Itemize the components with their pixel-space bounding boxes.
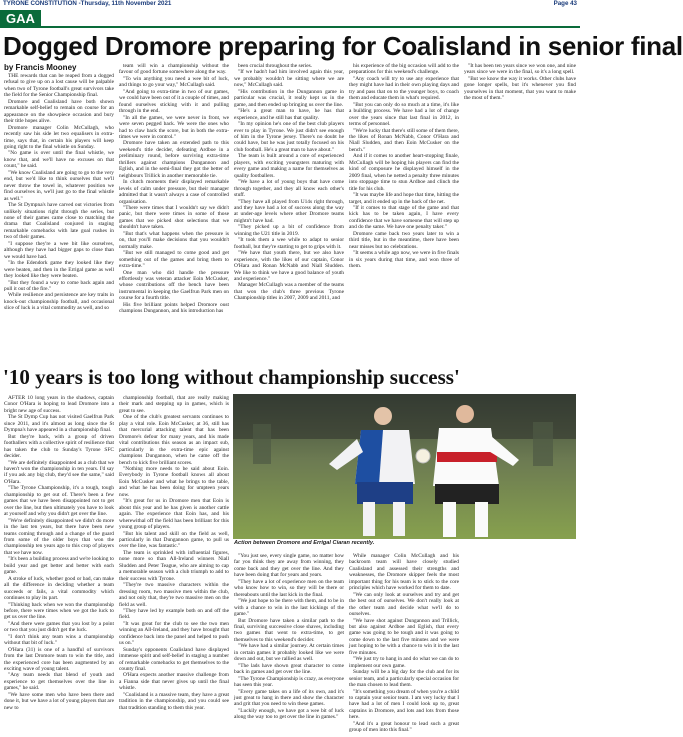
paragraph: "But we still managed to come good and get something out of the games and bring them to extra-time." — [119, 250, 229, 270]
paragraph: "And going to extra-time in two of our games, we could have been out of it a couple of times, and found ourselves sticking with it and pulling through in the end. — [119, 88, 229, 115]
paragraph: "They picked up a bit of confidence from winning the U21 title in 2019. — [234, 224, 344, 237]
paragraph: Dromore came back two years later to win a third title, but in the meantime, there have been near misses but no celebrations. — [349, 230, 459, 250]
article1-column-1 — [4, 73, 114, 363]
paragraph: Dromore manager Colin McCullagh, who recently saw his side let two equalisers in extra-time, says that, in certain his players will keep going right to the final whistle on Sunday. — [4, 124, 114, 150]
article2-column-3 — [234, 553, 344, 735]
paragraph: "There were times that I wouldn't say we didn't panic, but there were times in some of those games that we picked shot selections that we shouldn't have taken. — [119, 204, 229, 231]
paragraph: been crucial throughout the series. — [238, 63, 313, 69]
paragraph: His five brilliant points helped Dromore oust champions Dungannon, and his introduction has — [119, 301, 229, 315]
paragraph: "He's a great man to have, he has that experience, and he still has that quality. — [234, 108, 344, 121]
byline: by Francis Mooney — [4, 63, 77, 72]
paragraph: "Thinking back when we won the championship before, there were times when we got the luck to get us over the line. — [4, 601, 114, 621]
paragraph: "We can only look at ourselves and try and get the best out of ourselves. We don't really look at the other team and decide what we'll do to ourselves. — [349, 591, 459, 618]
paragraph: Dromore and Coalisland have both shown remarkable self-belief to remain on course for an appearance on the showpiece occasion and bury their title hopes alive. — [4, 98, 114, 125]
paragraph: "We're definitely disappointed we didn't do more in the last ten years, but there have been new teams coming through and a change of the guard from some of the older boys that won the championship ten years ago to this crop of players that we have now. — [4, 517, 114, 556]
paragraph: "We are definitely disappointed as a club that we haven't won the championship in ten years. I'd say if you ask any big club, they'd see the same," said O'Hara. — [4, 459, 114, 485]
article1-column-5 — [464, 63, 576, 363]
paragraph: "They have a lot of experience men on the team who know how to win, so they will be there or thereabouts until the last kick in the final. — [234, 578, 344, 598]
paragraph: "And it's a great honour to lead such a great group of men into this final." — [349, 720, 459, 734]
article1-column-2 — [119, 63, 229, 363]
paragraph: "Nothing more needs to be said about Eoin. Everybody in Tyrone football knows all about Eoin McCusker and what he brings to the table, and what he has been doing for umpteen years now. — [119, 465, 229, 498]
paragraph: "Every game takes on a life of its own, and it's just great to hang in there and show the character and grit that you need to win these games. — [234, 688, 344, 708]
paragraph: "We have had a similar journey. At certain times in certain games it probably looked like we were down and out, but we rallied as well. — [234, 643, 344, 663]
article-headline: Dogged Dromore preparing for Coalisland in senior final — [3, 31, 683, 61]
paragraph: "We're lucky that there's still some of them there, the likes of Ronan McNabb, Conor O'Hara and Niall Sludden, and then Eoin McCusker on the bench." — [349, 127, 459, 153]
paragraph: "We have a lot of young boys that have come through together, and they all know each other's stuff. — [234, 179, 344, 199]
paragraph: O'Hara expects another massive challenge from a Fianna side that never gives up until the final whistle. — [119, 672, 229, 692]
paragraph: "We have shot against Dungannon and Trillick, but also against Ardboe and Eglish, that every game was going to be tough and it was going to come down to the last five minutes and we were just hoping to be with a chance to win it in the last five minutes. — [349, 617, 459, 656]
paragraph: "Coalisland is a massive team, they have a great tradition in the championship, and you could see that tradition standing to them this year. — [119, 691, 229, 711]
paragraph: One of the club's greatest servants continues to play a vital role. Eoin McCusker, at 36, still has that mercurial attacking talent that has been Dromore's defour for many years, and his made vital contributions this season as an impact sub, particularly in the extra-time epic against champions Dungannon, when he came off the bench to kick five brilliant scores. — [119, 414, 229, 466]
paragraph: "We know Coalisland are going to go to the very end, but we'd like to think ourselves that we'll never throw the towel in, whatever position we find ourselves in, we'll just go to the final whistle as well." — [4, 169, 114, 202]
paragraph: "It was maybe life and hope that time, hitting the target, and it ended up in the back of the net. — [349, 192, 459, 205]
paragraph: While manager Colin McCullagh and his backroom team will have closely studied Coalisland and assessed their strengths and weaknesses, the Dromore skipper feels the most important thing for his team is to stick to the core principles which have worked for them to date. — [349, 553, 459, 592]
paragraph: "If it comes to that stage of the game and that kick has to be taken again, I have every confidence that we have someone that will step up and do the same. We have one penalty taker." — [349, 204, 459, 231]
paragraph: "No game is over until the final whistle, we know that, and we'll have no excuses on that count," he said. — [4, 150, 114, 170]
paragraph: But they're back, with a group of driven footballers with a collective spirit of resilience that has taken the club to Sunday's Tyrone SFC decider. — [4, 433, 114, 460]
paragraph: Dromore have taken an extended path to this weekend's title decider, defeating Ardboe in a preliminary round, before surviving extra-time thrillers against champions Dungannon and Eglish, and in the semi-final they got the better of neighbours Trillick in another memorable tie. — [119, 140, 229, 179]
paragraph: Sunday's opponents Coalisland have displayed immense spirit and self-belief in staging a number of remarkable comebacks to get themselves to the county final. — [119, 646, 229, 673]
paragraph: Sunday will be a big day for the club and for its senior team, and a particularly special occasion for the man chosen to lead them. — [349, 669, 459, 689]
paragraph: "His contribution in the Dungannon game in particular was crucial, it really kept us in the game, and then ended up bringing us over the line. — [234, 88, 344, 108]
paragraph: "The Tyrone Championship, it's a tough, tough championship to get out of. There's been a few games that we have been disappointed not to get over the line, but then ultimately you have to look at yourself and why you didn't get over the line. — [4, 485, 114, 518]
paragraph: "But that's what happens when the pressure is on, that you'll make decisions that you wouldn't normally make. — [119, 230, 229, 250]
article2-column-1 — [4, 395, 114, 735]
paragraph: And if it comes to another heart-stopping finale, McCullagh will be hoping his players can find the kind of composure he displayed himself in the 2009 final, when he netted a penalty three minutes into stoppage time to stun Ardboe and clinch the title for his club. — [349, 153, 459, 192]
paragraph: "In my opinion he's one of the best club players ever to play in Tyrone. We just didn't see enough of him in the Tyrone jersey. There's no doubt he could have, but he was just totally focused on his club football. He's a great man to have about." — [234, 121, 344, 153]
paragraph: "But they found a way to come back again and pull it out of the fire." — [4, 279, 114, 292]
paragraph: "We have some men who have been there and done it, but we have a lot of young players that are new to — [4, 691, 114, 711]
paragraph: "I suppose they're a wee bit like ourselves, although they have had bigger gaps to close than we would have had. — [4, 240, 114, 260]
paragraph: "The Tyrone Championship is crazy, as everyone has seen this year. — [234, 675, 344, 689]
paragraph: "It was great for the club to see the two men winning an All-Ireland, and they have brought that confidence back into the panel and helped to push us on." — [119, 620, 229, 647]
paragraph: "But we know the way it works. Other clubs have gone longer spells, but it's whenever you find yourselves in that moment, that you want to make the most of them." — [464, 75, 576, 102]
paragraph: One man who did handle the pressure effortlessly was veteran attacker Eoin McCusker, whose contributions off the bench have been instrumental in keeping the Gaelfrun Park men on course for a fourth title. — [119, 269, 229, 302]
paragraph: A stroke of luck, whether good or bad, can make all the difference in deciding whether a team succeeds or fails, a vital commodity which continues to play its part. — [4, 575, 114, 602]
paragraph: "But you can only do so much at a time, it's like a building process. We have had a lot of change over the years since that last final in 2012, in terms of personnel. — [349, 101, 459, 128]
page-number: Page 43 — [553, 0, 577, 7]
page-header — [0, 0, 580, 9]
paragraph: "It's been a building process and we're looking to build year and get better and better with each game. — [4, 556, 114, 576]
paragraph: "Any coach will try to use any experience that they might have had in their own playing days and try and pass that on to the younger boys, to coach them and educate them in what's required. — [349, 75, 459, 102]
paragraph: "In all the games, we were never in front, we were seven pegged back. We were the ones who had to claw back the score, but in both the extra-times we were in control." — [119, 114, 229, 140]
paragraph: "It seems a while ago now, we were in five finals in six years during that time, and won three of them. — [349, 250, 459, 270]
paragraph: championship football, that are really making their mark and stepping up in games, which is great to see. — [119, 395, 229, 414]
section-tag: GAA — [0, 10, 41, 28]
paragraph: "Luckily enough, we have got a wee bit of luck along the way too to get over the line in games." — [234, 707, 344, 721]
paragraph: "You just see, every single game, no matter how far you think they are away from winning, they come back and they get over the line. And they have been doing that for years and years. — [234, 553, 344, 579]
paragraph: "To win anything you need a wee bit of luck, and things to go your way," McCullagh said. — [119, 75, 229, 89]
paragraph: Manager McCullagh was a member of the teams that won the club's three previous Tyrone Championship titles in 2007, 2009 and 2011, and — [234, 282, 344, 302]
paragraph: "It took them a wee while to adapt to senior football, but they're starting to get to grips with it. — [234, 237, 344, 250]
paragraph: THE rewards that can be reaped from a dogged refusal to give up on a lost cause will be palpable when two of Tyrone football's great survivors take the field for the Senior Championship final. — [4, 73, 114, 99]
paragraph: O'Hara (31) is one of a handful of survivors from the last Dromore team to win the title, and the experienced core has been augmented by an exciting wave of young talent. — [4, 646, 114, 673]
article2-column-2 — [119, 395, 229, 735]
paragraph: The St Dymp Cup has not visited Gaelfrun Park since 2011, and it's almost as long since the St Dympna's have appeared in a championship final. — [4, 414, 114, 434]
article1-column-3 — [234, 63, 344, 363]
paragraph: "They have all played from U14s right through, and they have had a lot of success along the way at under-age levels where other Dromore teams mightn't have had. — [234, 198, 344, 224]
paragraph: "They have led by example both on and off the field. — [119, 607, 229, 621]
paragraph: "They're two massive characters within the dressing room, two massive men within the club, and not only that, they're two massive men on the field as well. — [119, 582, 229, 608]
article1-column-4 — [349, 63, 459, 363]
paragraph: "If we hadn't had him involved again this year, we probably wouldn't be sitting where we are now," McCullagh said. — [234, 69, 344, 89]
paragraph: "The lads have shown great character to come back in games and get over the line. — [234, 662, 344, 676]
paragraph: "We have that youth there, but we also have experience, with the likes of our captain, Conor O'Hara and Ronan McNabb and Niall Sludden. We like to think we have a good balance of youth and experience." — [234, 250, 344, 282]
paragraph: While resilience and persistence are key traits in knock-out championship football, and occasional slice of luck is a vital commodity as well, and so — [4, 292, 114, 312]
match-photo — [233, 394, 576, 539]
section-bar — [0, 10, 580, 28]
paragraph: AFTER 10 long years in the shadows, captain Conor O'Hara is hoping to lead Dromore into a bright new age of success. — [4, 395, 114, 414]
paragraph: his experience of the big occasion will add to the preparations for this weekend's challenge. — [349, 63, 459, 76]
publication-line: TYRONE CONSTITUTION -Thursday, 11th November 2021 — [3, 0, 172, 7]
paragraph: "Any team needs that blend of youth and experience to get themselves over the line in games," he said. — [4, 672, 114, 692]
match-photo-image — [233, 394, 576, 539]
paragraph: "It's something you dream of when you're a child to captain your senior team. I am very lucky that I have had a lot of men I could look up to, great captains in Dromore, and lots and lots from those here. — [349, 688, 459, 721]
paragraph: "I don't think any team wins a championship without that bit of luck." — [4, 633, 114, 647]
paragraph: The St Dympna's have carved out victories from unlikely situations right through the series, but none of their games came close to matching the drama that Coalisland conjured in staging remarkable comebacks with late goal rushes in two of their games. — [4, 202, 114, 241]
paragraph: "It has been ten years since we won one, and nine years since we were in the final, so it's a long spell. — [464, 63, 576, 76]
paragraph: The team is sprinkled with influential figures, none more so than All-Ireland winners Niall Sludden and Peter Teague, who are aiming to cap a memorable season with a club triumph to add to their success with Tyrone. — [119, 549, 229, 582]
paragraph: "It's great for us in Dromore men that Eoin is about this year and he has given is another cattle again. The experience that Eoin has, and his wherewithal off the field has been brilliant for this young group of players. — [119, 498, 229, 531]
paragraph: "We just hope to be there with them, and to be in with a chance to win in the last kickings of the game." — [234, 598, 344, 618]
article2-column-4 — [349, 553, 459, 735]
paragraph: "And there were games that you lost by a point or two that you just didn't get the luck. — [4, 620, 114, 634]
second-headline: '10 years is too long without championship success' — [3, 365, 460, 389]
paragraph: "But his talent and skill on the field as well, particularly in that Dungannon game, to pull us over the line, was fantastic." — [119, 530, 229, 550]
paragraph: In clutch moments their displayed remarkable levels of calm under pressure, but their manager admitted that it wasn't always a case of controlled organisation. — [119, 179, 229, 205]
paragraph: "In the Edendork game they looked like they were beaten, and then in the Errigal game as well they looked like they were beaten. — [4, 260, 114, 280]
photo-caption: Action between Dromore and Errigal Ciaran recently. — [234, 540, 375, 546]
paragraph: But Dromore have taken a similar path to the final, surviving successive close shaves, including two games that went to extra-time, to get themselves to this weekend's decider. — [234, 617, 344, 643]
paragraph: The team is built around a core of experienced players, with exciting youngsters maturing with every game and making a name for themselves as quality footballers. — [234, 153, 344, 179]
paragraph: "We just try to hang in and do what we can do to implement our own game. — [349, 656, 459, 669]
paragraph: team will win a championship without the favour of good fortune somewhere along the way. — [119, 63, 229, 76]
